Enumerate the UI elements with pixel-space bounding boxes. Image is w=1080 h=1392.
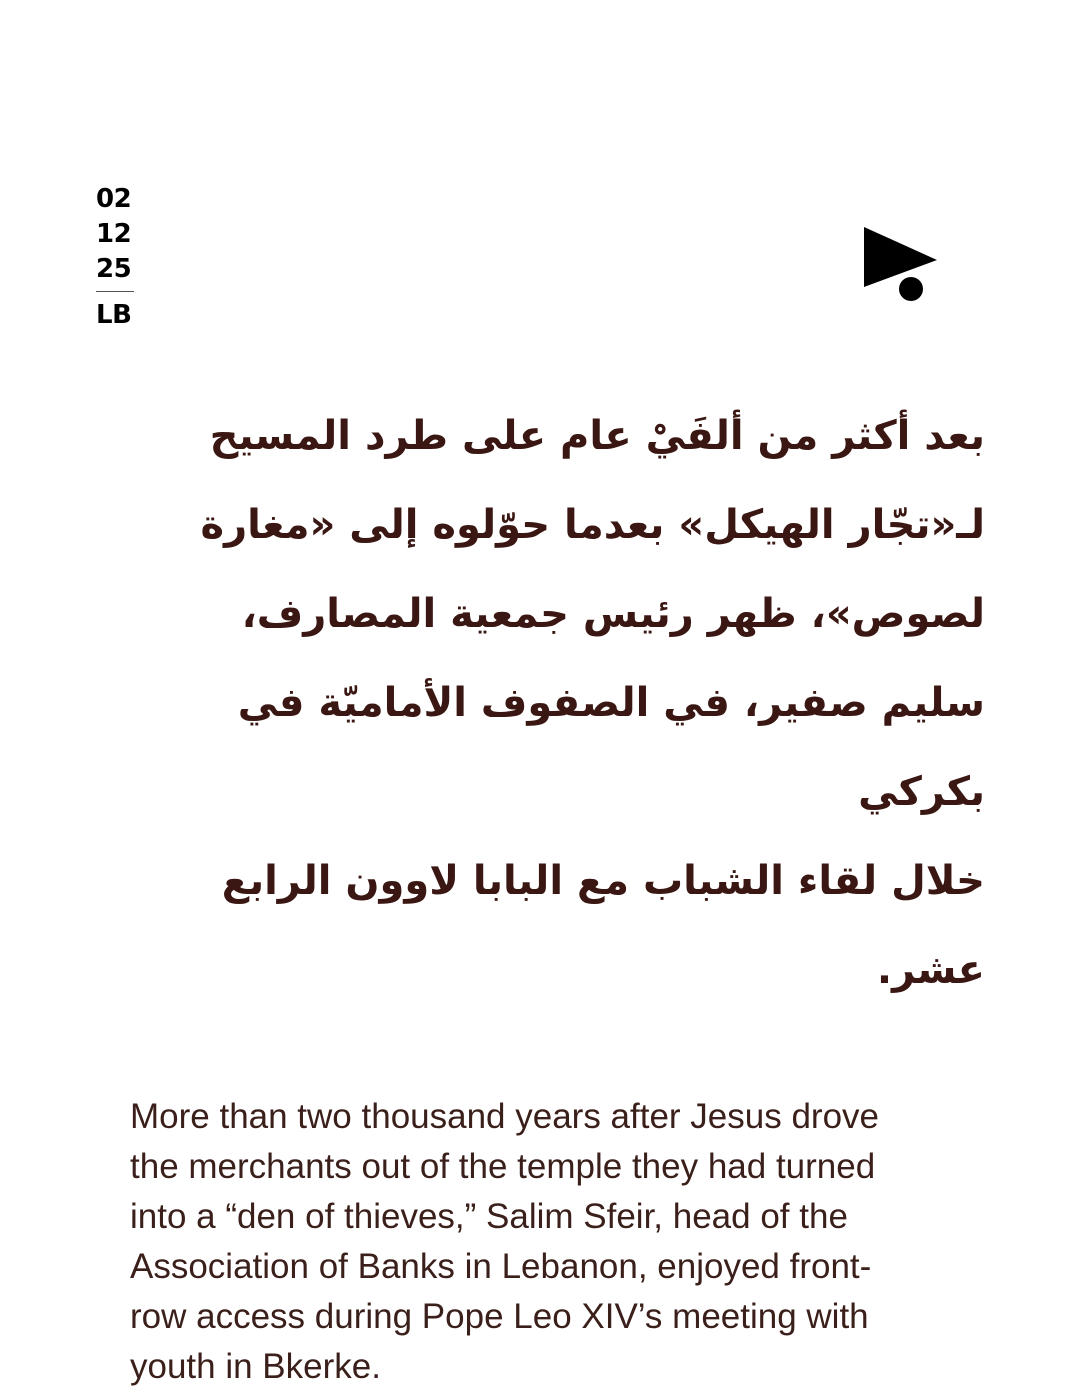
body-line: youth in Bkerke. [130, 1347, 381, 1386]
body-line: row access during Pope Leo XIV’s meeting with [130, 1297, 869, 1336]
english-body [130, 1092, 980, 1392]
play-triangle-dot-logo-icon [862, 224, 942, 304]
body-line: into a “den of thieves,” Salim Sfeir, head of the [130, 1197, 848, 1236]
date-day: 02 [96, 184, 132, 214]
date-block [96, 182, 134, 333]
headline-line: سليم صفير، في الصفوف الأماميّة في بكركي [237, 680, 985, 815]
body-line: Association of Banks in Lebanon, enjoyed front- [130, 1247, 872, 1286]
headline-line: لـ«تجّار الهيكل» بعدما حوّلوه إلى «مغارة [200, 502, 985, 548]
headline-line: لصوص»، ظهر رئيس جمعية المصارف، [241, 591, 985, 637]
body-line: the merchants out of the temple they had turned [130, 1147, 876, 1186]
arabic-headline [105, 392, 985, 1015]
date-month: 12 [96, 219, 132, 249]
divider [96, 291, 134, 292]
date-year: 25 [96, 254, 132, 284]
country-code: LB [96, 300, 132, 330]
body-line: More than two thousand years after Jesus drove [130, 1097, 880, 1136]
headline-line: خلال لقاء الشباب مع البابا لاوون الرابع عشر. [221, 858, 985, 993]
headline-line: بعد أكثر من ألفَيْ عام على طرد المسيح [209, 413, 985, 459]
